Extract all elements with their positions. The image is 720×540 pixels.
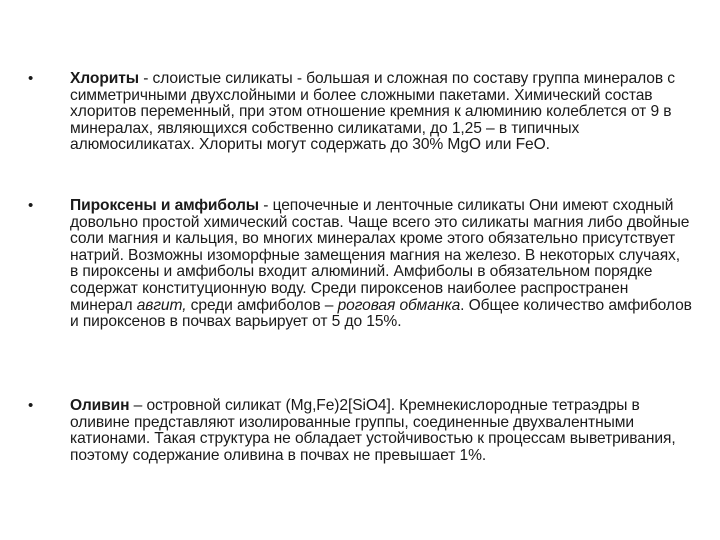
- description-chlorites: - слоистые силикаты - большая и сложная по составу группа минералов с симметричными двухслойными и более сложными пакетами. Химический состав хлоритов переменный, при этом отношение кремния к алюминию колеблется от 9 в минералах, являющихся собственно силикатами, до 1,25 – в типичных алюмосиликатах. Хлориты могут содержать до 30% MgO или FeO.: [70, 70, 675, 154]
- bullet-dot: •: [28, 197, 34, 214]
- bullet-text: [70, 398, 692, 464]
- description-olivine: – островной силикат (Mg,Fe)2[SiO4]. Кремнекислородные тетраэдры в оливине представляют изолированные группы, соединенные двухвалентными катионами. Такая структура не обладает устойчивостью к процессам выветривания, поэтому содержание оливина в почвах не превышает 1%.: [70, 397, 676, 464]
- bullet-text: [70, 198, 692, 331]
- description-part-c: . Общее количество амфиболов и пироксенов в почвах варьирует от 5 до 15%.: [70, 296, 692, 331]
- bullet-dot: •: [28, 70, 34, 87]
- bullet-text: [70, 71, 692, 154]
- term-olivine: Оливин: [70, 397, 130, 414]
- term-hornblende: роговая обманка: [337, 296, 461, 314]
- term-augite: авгит,: [136, 296, 187, 314]
- bullet-dot: •: [28, 397, 34, 414]
- term-pyroxenes-amphiboles: Пироксены и амфиболы: [70, 197, 260, 214]
- term-chlorites: Хлориты: [70, 70, 139, 87]
- description-part-b: среди амфиболов –: [186, 296, 338, 314]
- description-part-a: - цепочечные и ленточные силикаты Они имеют сходный довольно простой химический состав. Чаще всего это силикаты магния либо двойные соли магния и кальция, во многих минералах кроме этого обязательно присутствует натрий. Возможны изоморфные замещения магния на железо. В некоторых случаях, в пироксены и амфиболы входит алюминий. Амфиболы в обязательном порядке содержат конституционную воду. Среди пироксенов наиболее распространен минерал: [70, 197, 690, 314]
